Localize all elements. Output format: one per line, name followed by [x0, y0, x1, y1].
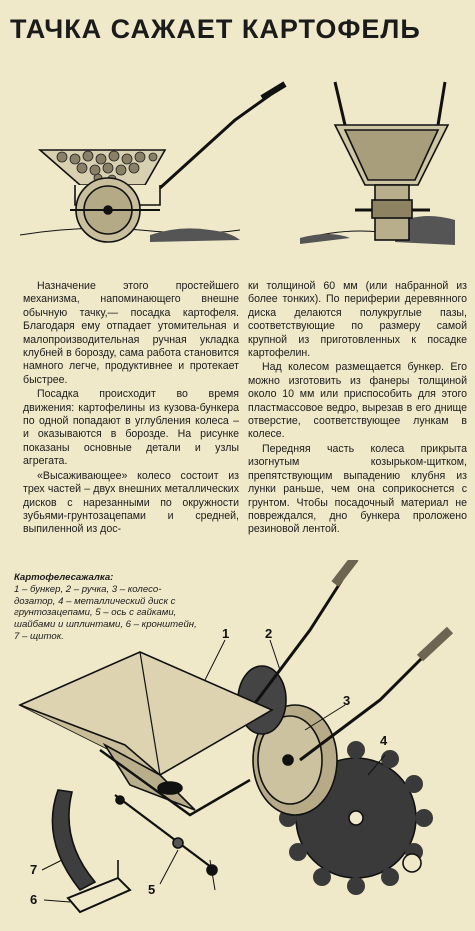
callout-label-2: 2	[265, 626, 273, 641]
text-column-left	[23, 280, 239, 537]
caption-text: 1 – бункер, 2 – ручка, 3 – колесо-дозатор, 4 – металлический диск с грунтозацепами, 5 – ось с гайками, шайбами и шплинтами, 6 – кронштейн, 7 – щиток.	[14, 583, 197, 642]
figure-caption	[14, 572, 199, 643]
side-view-drawing	[20, 84, 285, 242]
callout-label-5: 5	[148, 882, 156, 897]
paragraph: Передняя часть колеса прикрыта изогнутым козырьком-щитком, препятствующим выпадению клубня из лунки раньше, чем она соприкоснется с грунтом. Чтобы посадочный материал не повреждался, дно бункера проложено резиновой лентой.	[248, 442, 467, 536]
callout-label-1: 1	[222, 626, 230, 641]
front-view-drawing	[300, 82, 455, 245]
paragraph: «Высаживающее» колесо состоит из трех частей – двух внешних металлических дисков с нарезанными по окружности зубьями-грунтозацепами и средней, выпиленной из дос-	[23, 469, 239, 536]
paragraph: ки толщиной 60 мм (или набранной из более тонких). По периферии деревянного диска делаются полукруглые пазы, соответствующие по размеру самой крупной из приготовленных к посадке картофелин.	[248, 280, 467, 360]
paragraph: Над колесом размещается бункер. Его можно изготовить из фанеры толщиной около 10 мм или приспособить для этого пластмассовое ведро, вырезав в его днище отверстие, соответствующее лункам в колесе.	[248, 361, 467, 441]
callout-label-3: 3	[343, 693, 351, 708]
paragraph: Назначение этого простейшего механизма, напоминающего внешне обычную тачку,— посадка картофеля. Благодаря ему отпадает утомительная и малопроизводительная ручная укладка клубней в борозду, сама работа становится намного легче, продуктивнее и протекает быстрее.	[23, 280, 239, 386]
callout-label-4: 4	[380, 733, 388, 748]
callout-label-7: 7	[30, 862, 38, 877]
callout-label-6: 6	[30, 892, 38, 907]
text-column-right	[248, 280, 467, 537]
shield-drawing	[52, 790, 95, 890]
caption-title: Картофелесажалка:	[14, 572, 114, 583]
paragraph: Посадка происходит во время движения: картофелины из кузова-бункера по одной попадают в углубления колеса – и оказываются в борозде. На рисунке показаны основные детали и узлы агрегата.	[23, 388, 239, 468]
article-title: ТАЧКА САЖАЕТ КАРТОФЕЛЬ	[10, 14, 421, 44]
top-illustrations	[0, 60, 475, 270]
